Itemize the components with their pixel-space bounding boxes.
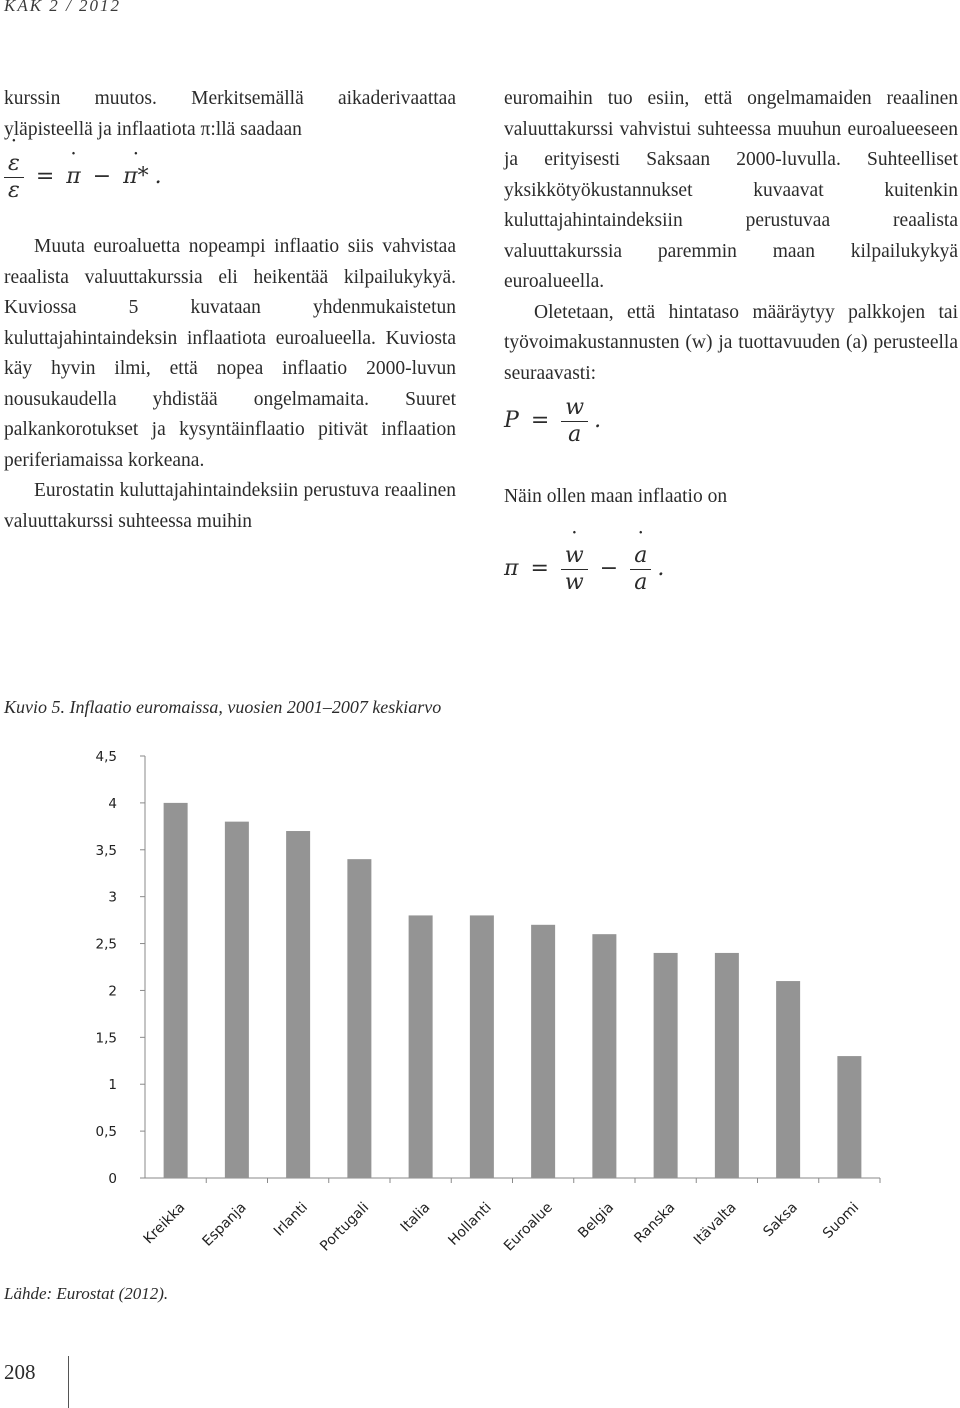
- right-paragraph-1: euromaihin tuo esiin, että ongelmamaiden reaalinen valuuttakurssi vahvistui suhteessa muuhun euroalueeseen ja erityisesti Saksaan 2000-luvulla. Suhteelliset yksikkötyökustannukset kuvaavat kuitenkin kuluttajahintaindeksiin perustuvaa reaalista valuuttakurssia paremmin maan kilpailukykyä euroalueella.: [504, 88, 958, 292]
- equation-3: [504, 543, 958, 596]
- eq3-lhs: π: [504, 555, 519, 581]
- eq2-fraction: [561, 395, 588, 448]
- eq2-end: .: [594, 408, 602, 434]
- y-tick-label-4: 2: [108, 983, 117, 1000]
- right-column: [504, 84, 958, 604]
- bar-suomi: [837, 1056, 861, 1178]
- bar-portugali: [347, 859, 371, 1178]
- inflation-bar-chart: [0, 730, 960, 1290]
- x-tick-label-itävalta: Itävalta: [690, 1199, 740, 1249]
- equation-2: [504, 395, 958, 448]
- eq2-num: w: [561, 395, 588, 422]
- left-column: [4, 84, 456, 537]
- eq1-term-2: ˙ π*: [123, 162, 148, 193]
- eq2-den: a: [568, 422, 582, 447]
- eq2-lhs: P: [504, 408, 519, 434]
- y-tick-label-7: 3,5: [95, 842, 117, 859]
- bar-euroalue: [531, 925, 555, 1178]
- page-number-rule: [68, 1356, 69, 1408]
- eq3-fraction-2: [630, 543, 651, 596]
- running-header: KAK 2 / 2012: [4, 0, 122, 15]
- figure-source: Lähde: Eurostat (2012).: [4, 1284, 169, 1303]
- figure-caption: Kuvio 5. Inflaatio euromaissa, vuosien 2001–2007 keskiarvo: [4, 697, 442, 717]
- y-tick-label-8: 4: [108, 795, 117, 812]
- eq3-f2-num: ˙ a: [634, 543, 647, 569]
- x-tick-label-kreikka: Kreikka: [140, 1199, 189, 1248]
- bar-italia: [409, 915, 433, 1178]
- bar-kreikka: [164, 803, 188, 1178]
- y-tick-label-3: 1,5: [95, 1030, 117, 1047]
- y-tick-label-5: 2,5: [95, 936, 117, 953]
- left-paragraph-2: Muuta euroaluetta nopeampi inflaatio siis vahvistaa reaalista valuuttakurssia eli heikentää kilpailukykyä. Kuviossa 5 kuvataan yhdenmukaistetun kuluttajahintaindeksin inflaatiota euroalueella. Kuviosta käy hyvin ilmi, että nopea inflaatio 2000-luvun nousukaudella yhdistää ongelmamaita. Suuret palkankorotukset ja kysyntäinflaatio pitivät inflaation periferiamaissa korkeana.: [4, 236, 456, 471]
- x-tick-label-suomi: Suomi: [819, 1199, 863, 1242]
- eq1-fraction: [4, 151, 24, 204]
- eq1-term-1: ˙ π: [66, 162, 80, 193]
- y-tick-label-6: 3: [108, 889, 117, 906]
- eq1-lhs-den: ε: [8, 178, 20, 203]
- eq2-equals: =: [530, 408, 550, 434]
- eq3-fraction-1: [561, 543, 588, 596]
- x-tick-label-ranska: Ranska: [631, 1199, 679, 1247]
- x-tick-label-belgia: Belgia: [575, 1199, 618, 1242]
- y-tick-label-0: 0: [108, 1171, 117, 1187]
- bar-itävalta: [715, 953, 739, 1178]
- chart-svg: [0, 730, 960, 1290]
- equation-1: [4, 151, 456, 204]
- bar-saksa: [776, 981, 800, 1178]
- right-paragraph-3: Näin ollen maan inflaatio on: [504, 486, 728, 507]
- eq1-lhs-num: ˙ ε: [8, 151, 20, 177]
- left-paragraph-3: Eurostatin kuluttajahintaindeksiin perustuva reaalinen valuuttakurssi suhteessa muihin: [4, 480, 456, 532]
- bar-ranska: [654, 953, 678, 1178]
- eq3-f1-num: ˙ w: [565, 543, 584, 569]
- eq3-minus: −: [599, 555, 619, 581]
- bar-irlanti: [286, 831, 310, 1178]
- bar-hollanti: [470, 915, 494, 1178]
- y-tick-label-2: 1: [108, 1077, 117, 1094]
- x-tick-label-portugali: Portugali: [317, 1199, 373, 1255]
- x-tick-label-espanja: Espanja: [199, 1199, 250, 1250]
- bar-belgia: [592, 934, 616, 1178]
- x-tick-label-euroalue: Euroalue: [501, 1199, 556, 1255]
- y-tick-label-9: 4,5: [95, 749, 117, 765]
- eq1-end: .: [154, 164, 162, 190]
- y-tick-label-1: 0,5: [95, 1124, 117, 1141]
- left-paragraph-1: kurssin muutos. Merkitsemällä aikaderivaattaa yläpisteellä ja inflaatiota π:llä saadaan: [4, 88, 456, 140]
- eq3-f1-den: w: [564, 569, 584, 595]
- x-tick-label-irlanti: Irlanti: [270, 1199, 311, 1240]
- bar-espanja: [225, 822, 249, 1178]
- x-tick-label-italia: Italia: [397, 1199, 434, 1236]
- eq1-equals: =: [35, 164, 55, 190]
- page-number: 208: [4, 1360, 36, 1384]
- eq3-end: .: [657, 555, 665, 581]
- eq3-equals: =: [530, 555, 549, 581]
- x-tick-label-hollanti: Hollanti: [445, 1199, 495, 1249]
- right-paragraph-2: Oletetaan, että hintataso määräytyy palkkojen tai työvoimakustannusten (w) ja tuottavuuden (a) perusteella seuraavasti:: [504, 301, 958, 384]
- x-tick-label-saksa: Saksa: [760, 1199, 801, 1241]
- eq1-minus: −: [92, 164, 112, 190]
- eq3-f2-den: a: [634, 569, 648, 595]
